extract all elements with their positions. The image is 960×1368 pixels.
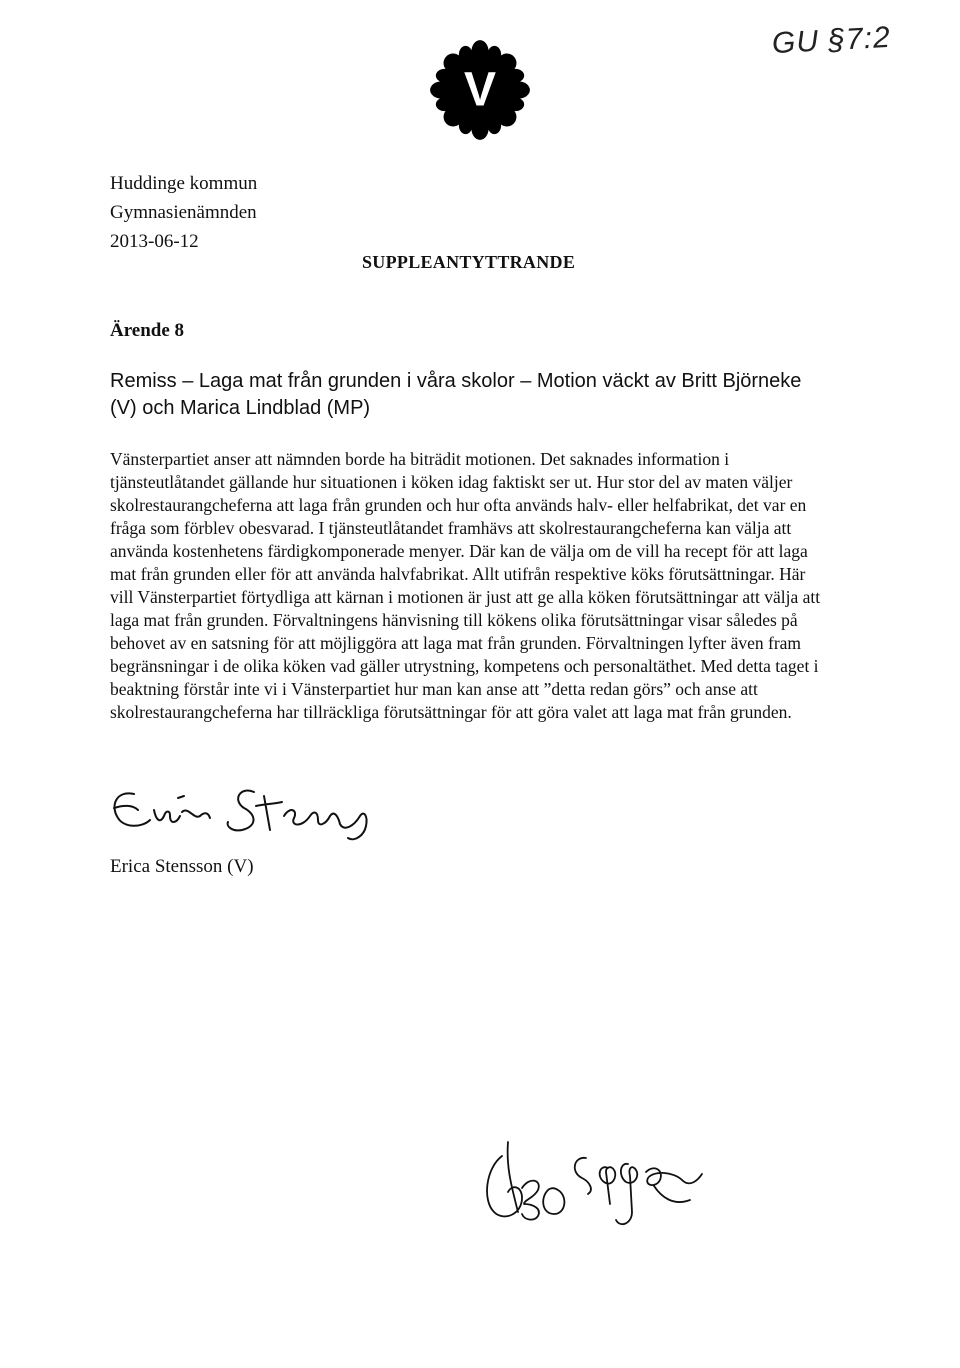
logo-letter: V (463, 63, 497, 117)
body-paragraph: Vänsterpartiet anser att nämnden borde ha biträdit motionen. Det saknades information i tjänsteutlåtandet gällande hur situationen i köken idag faktiskt ser ut. Hur stor del av maten väljer skolrestaurangcheferna att laga från grunden och hur ofta används halv- eller helfabrikat, det var en fråga som förblev obesvarad. I tjänsteutlåtandet framhävs att skolrestaurangcheferna kan välja att använda kostenhetens färdigkomponerade menyer. Där kan de välja om de vill ha recept för att laga mat från grunden eller för att använda halvfabrikat. Allt utifrån respektive köks förutsättningar. Här vill Vänsterpartiet förtydliga att kärnan i motionen är just att ge alla köken förutsättningar att välja att laga mat från grunden. Förvaltningens hänvisning till kökens olika förutsättningar visar således på behovet av en satsning för att möjliggöra att laga mat från grunden. Förvaltningen lyfter även fram begränsningar i de olika köken vad gäller utrystning, kompetens och personaltäthet. Med detta taget i beaktning förstår inte vi i Vänsterpartiet hur man kan anse att ”detta redan görs” och anse att skolrestaurangcheferna har tillräckliga förutsättningar för att göra valet att laga mat från grunden. (110, 449, 821, 722)
document-type: SUPPLEANTYTTRANDE (362, 252, 576, 272)
item-heading: Ärende 8 (110, 320, 185, 341)
signature-erica-stensson (104, 776, 374, 846)
party-logo-icon (432, 42, 528, 138)
handwritten-stamp: GU §7:2 (771, 20, 892, 61)
initials-signature (478, 1128, 748, 1238)
municipality: Huddinge kommun (110, 173, 258, 194)
signer-name: Erica Stensson (V) (110, 856, 254, 877)
committee: Gymnasienämnden (110, 202, 257, 223)
date: 2013-06-12 (110, 231, 199, 252)
subject-heading: Remiss – Laga mat från grunden i våra skolor – Motion väckt av Britt Björneke (V) och Marica Lindblad (MP) (110, 370, 802, 419)
